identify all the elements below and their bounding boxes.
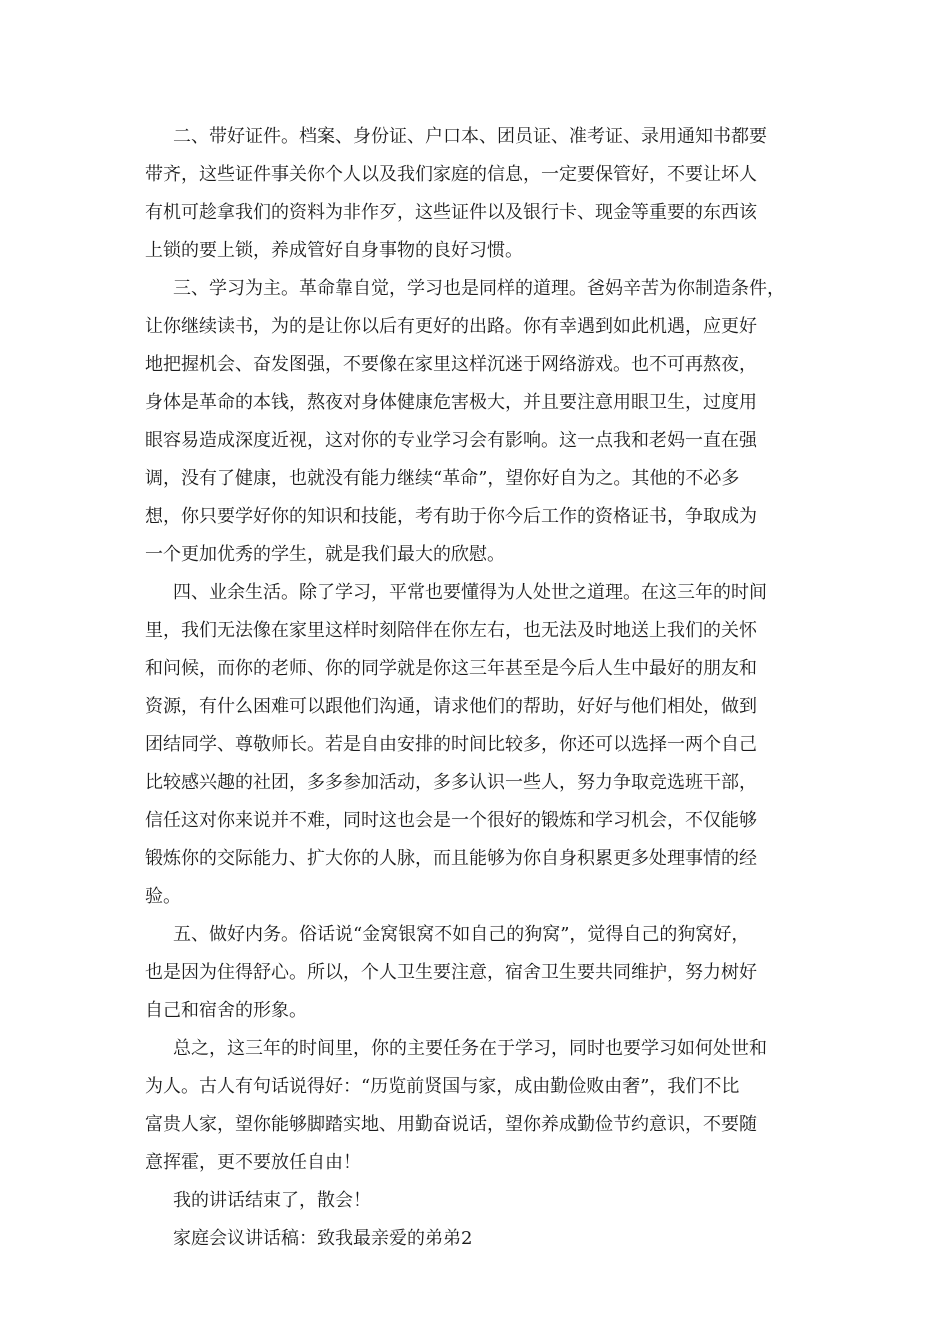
text-line: 总之，这三年的时间里，你的主要任务在于学习，同时也要学习如何处世和 [173,1038,767,1059]
text-line: 二、带好证件。档案、身份证、户口本、团员证、准考证、录用通知书都要 [173,126,767,147]
text-line: 眼容易造成深度近视，这对你的专业学习会有影响。这一点我和老妈一直在强 [145,430,757,451]
text-line: 四、业余生活。除了学习，平常也要懂得为人处世之道理。在这三年的时间 [173,582,767,603]
text-line: 信任这对你来说并不难，同时这也会是一个很好的锻炼和学习机会，不仅能够 [145,810,757,831]
text-line: 一个更加优秀的学生，就是我们最大的欣慰。 [145,544,505,565]
text-line: 锻炼你的交际能力、扩大你的人脉，而且能够为你自身积累更多处理事情的经 [145,848,757,869]
text-line: 身体是革命的本钱，熬夜对身体健康危害极大，并且要注意用眼卫生，过度用 [145,392,757,413]
text-line: 调，没有了健康，也就没有能力继续“革命”，望你好自为之。其他的不必多 [145,468,740,489]
text-line: 自己和宿舍的形象。 [145,1000,307,1021]
text-line: 资源，有什么困难可以跟他们沟通，请求他们的帮助，好好与他们相处，做到 [145,696,757,717]
text-line: 让你继续读书，为的是让你以后有更好的出路。你有幸遇到如此机遇，应更好 [145,316,757,337]
section-heading: 家庭会议讲话稿：致我最亲爱的弟弟2 [173,1228,473,1249]
text-line: 验。 [145,886,181,907]
text-line: 富贵人家，望你能够脚踏实地、用勤奋说话，望你养成勤俭节约意识，不要随 [145,1114,757,1135]
text-line: 意挥霍，更不要放任自由！ [145,1152,361,1173]
text-line: 和问候，而你的老师、你的同学就是你这三年甚至是今后人生中最好的朋友和 [145,658,757,679]
text-line: 我的讲话结束了，散会！ [173,1190,371,1211]
text-line: 三、学习为主。革命靠自觉，学习也是同样的道理。爸妈辛苦为你制造条件， [173,278,785,299]
text-line: 有机可趁拿我们的资料为非作歹，这些证件以及银行卡、现金等重要的东西该 [145,202,757,223]
text-line: 也是因为住得舒心。所以，个人卫生要注意，宿舍卫生要共同维护，努力树好 [145,962,757,983]
text-line: 里，我们无法像在家里这样时刻陪伴在你左右，也无法及时地送上我们的关怀 [145,620,757,641]
text-line: 带齐，这些证件事关你个人以及我们家庭的信息，一定要保管好，不要让坏人 [145,164,757,185]
text-line: 上锁的要上锁，养成管好自身事物的良好习惯。 [145,240,523,261]
text-line: 团结同学、尊敬师长。若是自由安排的时间比较多，你还可以选择一两个自己 [145,734,757,755]
text-line: 五、做好内务。俗话说“金窝银窝不如自己的狗窝”，觉得自己的狗窝好， [173,924,750,945]
text-line: 比较感兴趣的社团，多多参加活动，多多认识一些人，努力争取竞选班干部， [145,772,757,793]
text-line: 想，你只要学好你的知识和技能，考有助于你今后工作的资格证书，争取成为 [145,506,757,527]
text-line: 地把握机会、奋发图强，不要像在家里这样沉迷于网络游戏。也不可再熬夜， [145,354,757,375]
text-line: 为人。古人有句话说得好：“历览前贤国与家，成由勤俭败由奢”，我们不比 [145,1076,740,1097]
